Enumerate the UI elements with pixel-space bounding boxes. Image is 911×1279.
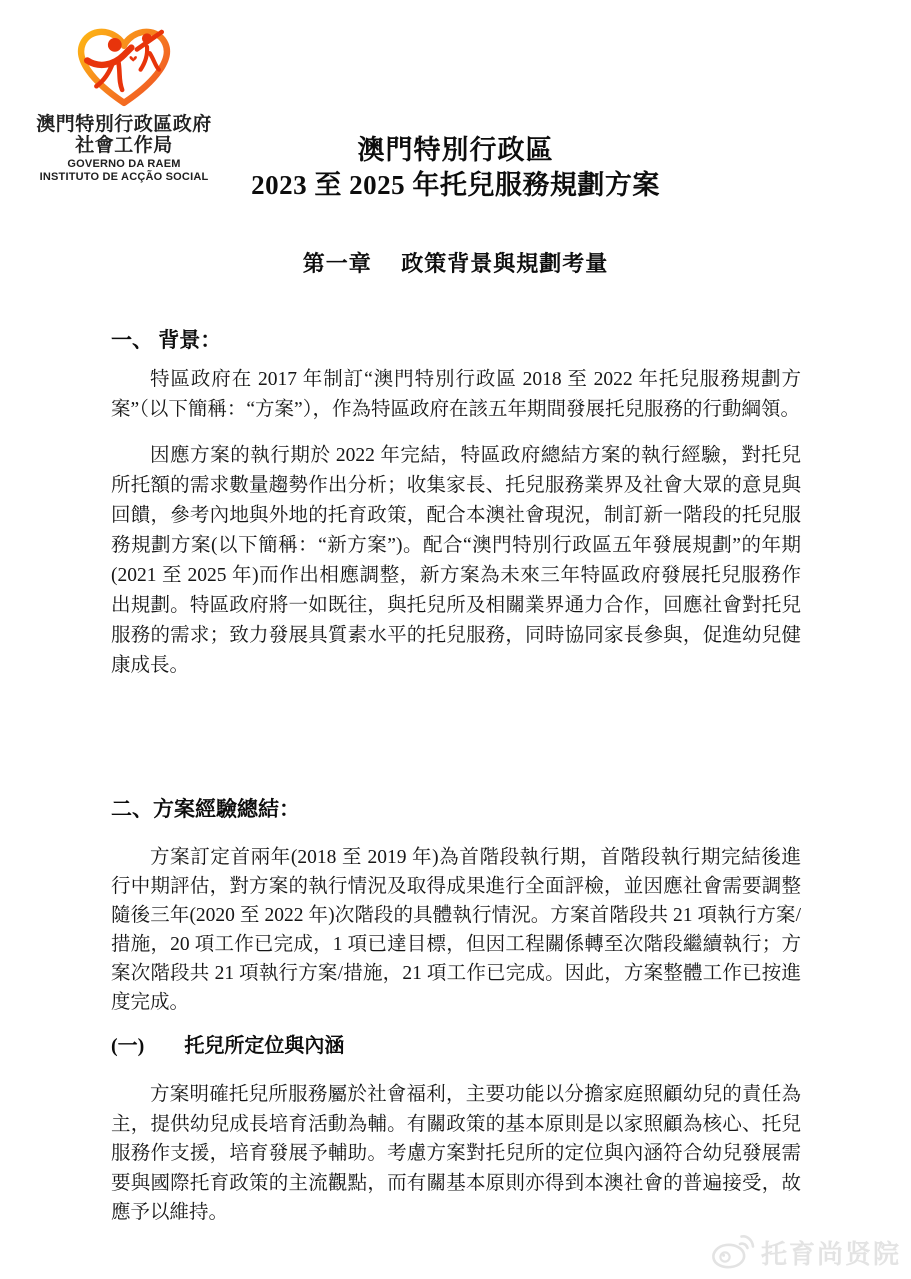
paragraph: 特區政府在 2017 年制訂“澳門特別行政區 2018 至 2022 年托兒服務規劃方案”（以下簡稱：“方案”），作為特區政府在該五年期間發展托兒服務的行動綱領。: [111, 369, 801, 420]
document-title: [0, 132, 911, 203]
agency-name-chinese-line2: 社會工作局: [75, 135, 173, 156]
heart-logo-icon: [68, 20, 180, 112]
section-2-body: [111, 843, 801, 1017]
section-1-heading: 一、 背景：: [111, 328, 222, 352]
section-3-heading: [111, 1033, 801, 1059]
paragraph: 方案訂定首兩年(2018 至 2019 年)為首階段執行期，首階段執行期完結後進行中期評估，對方案的執行情況及取得成果進行全面評檢，並因應社會需要調整隨後三年(2020 至 2022 年)次階段的具體執行情況。方案首階段共 21 項執行方案/措施，20 項工作已完成，1 項已達目標，但因工程關係轉至次階段繼續執行；方案次階段共 21 項執行方案/措施，21 項工作已完成。因此，方案整體工作已按進度完成。: [111, 847, 801, 1013]
watermark: [711, 1233, 901, 1271]
section-3-body: [111, 1080, 801, 1228]
chapter-heading: 第一章 政策背景與規劃考量: [302, 251, 609, 276]
agency-name-portuguese-line2: INSTITUTO DE ACÇÃO SOCIAL: [39, 170, 209, 183]
watermark-label: 托育尚贤院: [760, 1238, 901, 1269]
section-1-body: [111, 365, 801, 681]
section-2-heading: 二、方案經驗總結：: [111, 797, 300, 821]
paragraph: 方案明確托兒所服務屬於社會福利，主要功能以分擔家庭照顧幼兒的責任為主，提供幼兒成長培育活動為輔。有關政策的基本原則是以家照顧為核心、托兒服務作支援，培育發展予輔助。考慮方案對托兒所的定位與內涵符合幼兒發展需要與國際托育政策的主流觀點，而有關基本原則亦得到本澳社會的普遍接受，故應予以維持。: [111, 1084, 801, 1223]
agency-name-chinese-line1: 澳門特別行政區政府: [36, 114, 212, 135]
section-3-marker: (一): [111, 1035, 145, 1057]
document-title-line1: 澳門特別行政區: [357, 135, 554, 165]
paragraph: 因應方案的執行期於 2022 年完結，特區政府總結方案的執行經驗，對托兒所托額的需求數量趨勢作出分析；收集家長、托兒服務業界及社會大眾的意見與回饋，參考內地與外地的托育政策，配合本澳社會現況，制訂新一階段的托兒服務規劃方案(以下簡稱：“新方案”)。配合“澳門特別行政區五年發展規劃”的年期(2021 至 2025 年)而作出相應調整，新方案為未來三年特區政府發展托兒服務作出規劃。特區政府將一如既往，與托兒所及相關業界通力合作，回應社會對托兒服務的需求；致力發展具質素水平的托兒服務，同時協同家長參與，促進幼兒健康成長。: [111, 445, 801, 676]
document-title-line2: 2023 至 2025 年托兒服務規劃方案: [251, 170, 660, 200]
section-3-title: 托兒所定位與內涵: [184, 1035, 345, 1057]
agency-name-portuguese-line1: GOVERNO DA RAEM: [67, 158, 181, 170]
weibo-icon: [711, 1233, 755, 1271]
